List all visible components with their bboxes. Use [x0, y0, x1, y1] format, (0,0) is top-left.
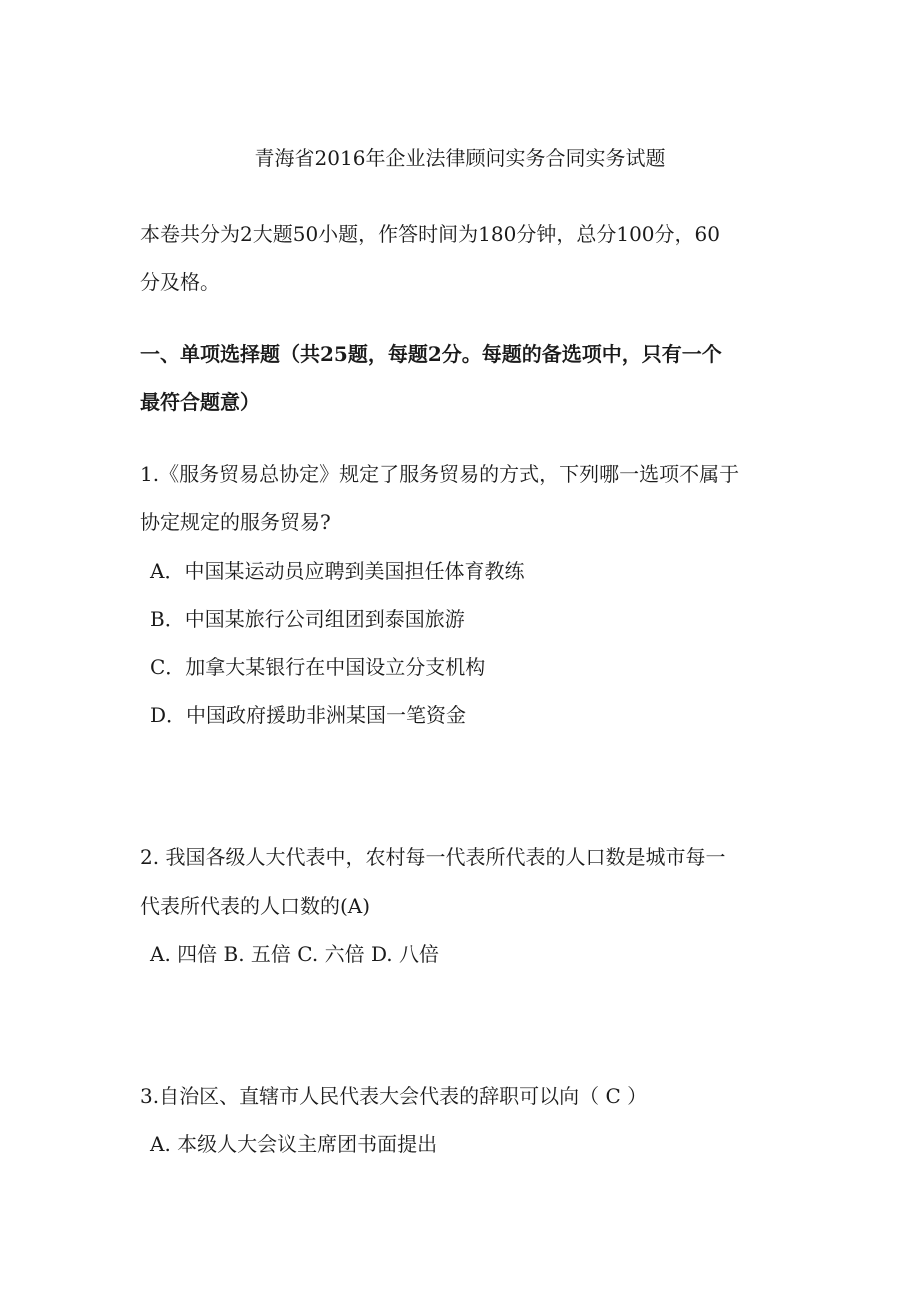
intro-line-1: 本卷共分为2大题50小题，作答时间为180分钟，总分100分，60 — [140, 222, 720, 246]
question-3-option-a: A. 本级人大会议主席团书面提出 — [150, 1132, 438, 1156]
question-1-option-a: A．中国某运动员应聘到美国担任体育教练 — [150, 559, 525, 583]
document-title: 青海省2016年企业法律顾问实务合同实务试题 — [254, 146, 666, 170]
question-1-option-c: C．加拿大某银行在中国设立分支机构 — [150, 655, 486, 679]
question-1-option-b: B．中国某旅行公司组团到泰国旅游 — [150, 607, 465, 631]
section-heading-line-1: 一、单项选择题（共25题，每题2分。每题的备选项中，只有一个 — [140, 342, 722, 366]
question-2-options: A. 四倍 B. 五倍 C. 六倍 D. 八倍 — [150, 942, 439, 966]
intro-line-2: 分及格。 — [140, 270, 220, 294]
question-2-line-1: 2. 我国各级人大代表中，农村每一代表所代表的人口数是城市每一 — [140, 845, 726, 869]
question-2-line-2: 代表所代表的人口数的(A) — [140, 894, 371, 918]
question-1-line-2: 协定规定的服务贸易? — [140, 510, 331, 534]
question-1-line-1: 1.《服务贸易总协定》规定了服务贸易的方式，下列哪一选项不属于 — [140, 462, 740, 486]
question-1-option-d: D．中国政府援助非洲某国一笔资金 — [150, 703, 467, 727]
question-3-line-1: 3.自治区、直辖市人民代表大会代表的辞职可以向（ C ） — [140, 1084, 648, 1108]
section-heading-line-2: 最符合题意） — [140, 390, 260, 414]
